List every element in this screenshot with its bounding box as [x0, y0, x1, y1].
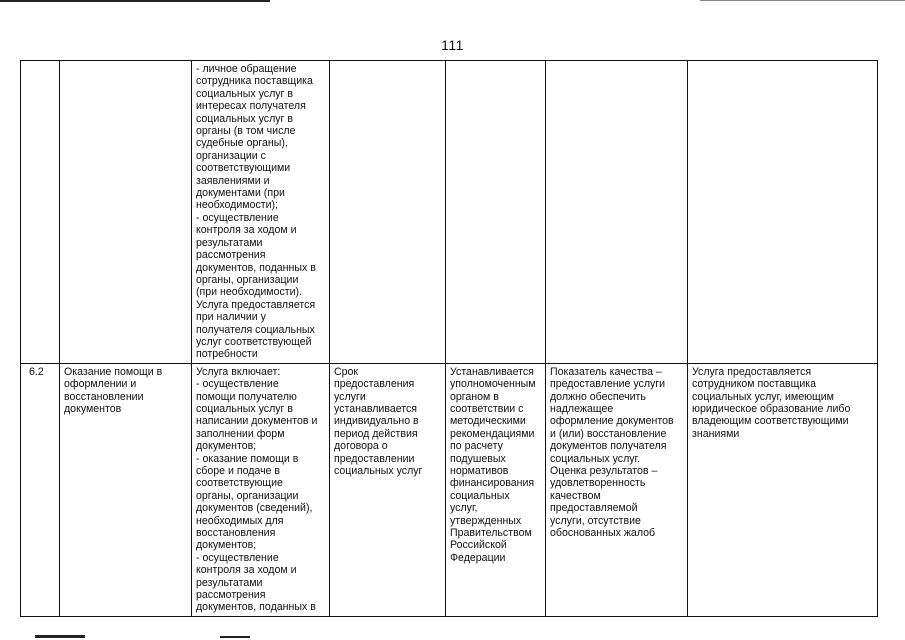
scan-artifact-bottom: [35, 635, 85, 638]
cell-service-description: Услуга включает: - осуществление помощи получателю социальных услуг в написании документов и заполнении форм документов; - оказание помощи в сборе и подаче в соответствующие органы, организации документов (сведений), необходимых для восстановления документов; - осуществление контроля за ходом и результатами рассмотрения документов, поданных в: [192, 363, 330, 616]
scan-artifact-bottom-2: [220, 636, 250, 638]
cell-service-description: - личное обращение сотрудника поставщика социальных услуг в интересах получателя социальных услуг в органы (в том числе судебные органы), организации с соответствующими заявлениями и документами (при необходимости); - осуществление контроля за ходом и результатами рассмотрения документов, поданных в органы, организации (при необходимости). Услуга предоставляется при наличии у получателя социальных услуг соответствующей потребности: [192, 61, 330, 364]
cell-service-cost: Устанавливается уполномоченным органом в соответствии с методическими рекомендациями по расчету подушевых нормативов финансирования социальных услуг, утвержденных Правительством Российской Федерации: [446, 363, 546, 616]
cell-service-name: [60, 61, 192, 364]
cell-service-name: Оказание помощи в оформлении и восстановлении документов: [60, 363, 192, 616]
table-row-6-2: [21, 363, 878, 616]
cell-service-conditions: Услуга предоставляется сотрудником поставщика социальных услуг, имеющим юридическое образование либо владеющим соответствующими знаниями: [688, 363, 878, 616]
cell-service-conditions: [688, 61, 878, 364]
table-row-continued: [21, 61, 878, 364]
services-table: [20, 60, 878, 617]
cell-quality-indicators: Показатель качества – предоставление услуги должно обеспечить надлежащее оформление документов и (или) восстановление документов получателя социальных услуг. Оценка результатов – удовлетворенность качеством предоставляемой услуги, отсутствие обоснованных жалоб: [546, 363, 688, 616]
scan-artifact-top-right: [700, 0, 905, 1]
page-number: 111: [441, 37, 464, 53]
cell-number: [21, 61, 60, 364]
scan-artifact-top: [0, 0, 270, 2]
cell-quality-indicators: [546, 61, 688, 364]
cell-number: 6.2: [21, 363, 60, 616]
cell-service-term: [330, 61, 446, 364]
cell-service-cost: [446, 61, 546, 364]
cell-service-term: Срок предоставления услуги устанавливается индивидуально в период действия договора о предоставлении социальных услуг: [330, 363, 446, 616]
